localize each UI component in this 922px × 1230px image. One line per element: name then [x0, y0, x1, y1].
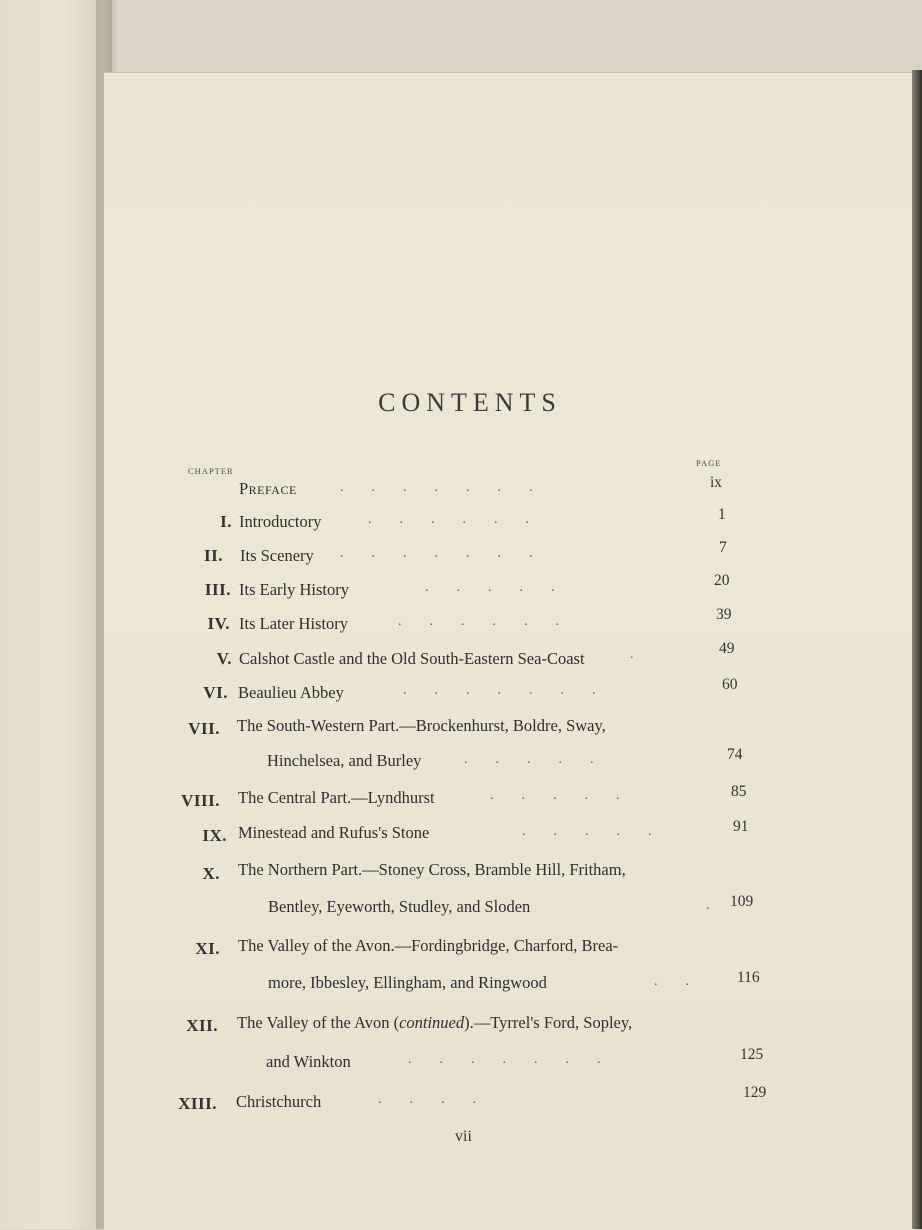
- leader-dots: . . . . . .: [398, 614, 559, 629]
- toc-entry-title: The South-Western Part.—Brockenhurst, Boldre, Sway,: [237, 716, 606, 735]
- toc-entry-title: The Northern Part.—Stoney Cross, Bramble Hill, Fritham,: [238, 860, 626, 879]
- chapter-column-heading: CHAPTER: [188, 466, 234, 476]
- toc-entry-title: The Valley of the Avon (continued).—Tyrrel's Ford, Sopley,: [237, 1013, 633, 1032]
- toc-entry-title-continued: more, Ibbesley, Ellingham, and Ringwood: [268, 973, 547, 992]
- toc-entry-page: 39: [716, 606, 732, 623]
- toc-entry-page: 85: [731, 783, 747, 800]
- toc-entry-number: VIII.: [181, 791, 220, 810]
- page-column-heading: PAGE: [696, 458, 722, 468]
- toc-entry-page: 109: [730, 893, 754, 910]
- toc-entry-number: I.: [220, 512, 232, 531]
- toc-entry-number: IV.: [207, 614, 230, 633]
- leader-dots: . . . .: [378, 1092, 476, 1107]
- page-title: CONTENTS: [378, 388, 562, 417]
- toc-entry-number: IX.: [202, 826, 227, 845]
- toc-entry-title: Its Scenery: [240, 546, 314, 565]
- leader-dots: . . . . .: [522, 824, 652, 839]
- leader-dots: . .: [654, 974, 689, 989]
- toc-entry-number: XII.: [186, 1016, 218, 1035]
- toc-entry-title-continued: Hinchelsea, and Burley: [267, 751, 422, 770]
- toc-entry-page: 20: [714, 572, 730, 589]
- page-folio: vii: [455, 1128, 472, 1145]
- toc-entry-number: II.: [204, 546, 223, 565]
- toc-entry-title: Christchurch: [236, 1092, 322, 1111]
- toc-entry-page: 1: [718, 506, 726, 523]
- leader-dots: . . . . . . .: [340, 546, 533, 561]
- toc-entry-page: ix: [710, 474, 723, 491]
- toc-entry-page: 129: [743, 1084, 767, 1101]
- leader-dots: . . . . .: [464, 752, 594, 767]
- toc-entry-title: Introductory: [239, 512, 322, 531]
- leader-dots: .: [630, 647, 634, 662]
- toc-entry-number: XI.: [195, 939, 220, 958]
- toc-entry-number: XIII.: [178, 1094, 217, 1113]
- toc-entry-title: Its Later History: [239, 614, 349, 633]
- toc-entry-page: 116: [737, 969, 760, 986]
- leader-dots: .: [706, 898, 710, 913]
- toc-entry-number: X.: [202, 864, 220, 883]
- toc-entry-title: The Central Part.—Lyndhurst: [238, 788, 435, 807]
- toc-entry-number: III.: [204, 580, 231, 599]
- toc-entry-title: Minestead and Rufus's Stone: [238, 823, 430, 842]
- toc-entry-title: The Valley of the Avon.—Fordingbridge, Charford, Brea-: [238, 936, 619, 955]
- toc-entry-page: 74: [727, 746, 743, 763]
- toc-entry-number: V.: [216, 649, 232, 668]
- leader-dots: . . . . . . .: [408, 1052, 601, 1067]
- toc-entry-title: Beaulieu Abbey: [238, 683, 344, 702]
- toc-entry-title-continued: Bentley, Eyeworth, Studley, and Sloden: [268, 897, 531, 916]
- leader-dots: . . . . .: [490, 788, 620, 803]
- toc-entry-title: Its Early History: [239, 580, 349, 599]
- toc-entry-title-continued: and Winkton: [266, 1052, 351, 1071]
- toc-entry-title: Calshot Castle and the Old South-Eastern Sea-Coast: [239, 649, 585, 668]
- toc-entry-page: 91: [733, 818, 749, 835]
- toc-entry-page: 7: [719, 539, 727, 556]
- leader-dots: . . . . . . .: [403, 683, 596, 698]
- leader-dots: . . . . .: [425, 580, 555, 595]
- leader-dots: . . . . . .: [368, 512, 529, 527]
- toc-entry-page: 125: [740, 1046, 764, 1063]
- toc-entry-page: 49: [719, 640, 735, 657]
- leader-dots: . . . . . . .: [340, 480, 533, 495]
- book-cover-edge: [912, 70, 922, 1229]
- toc-entry-number: VI.: [203, 683, 228, 702]
- toc-entry-page: 60: [722, 676, 738, 693]
- toc-entry-title: Preface: [239, 479, 297, 498]
- toc-entry-number: VII.: [188, 719, 220, 738]
